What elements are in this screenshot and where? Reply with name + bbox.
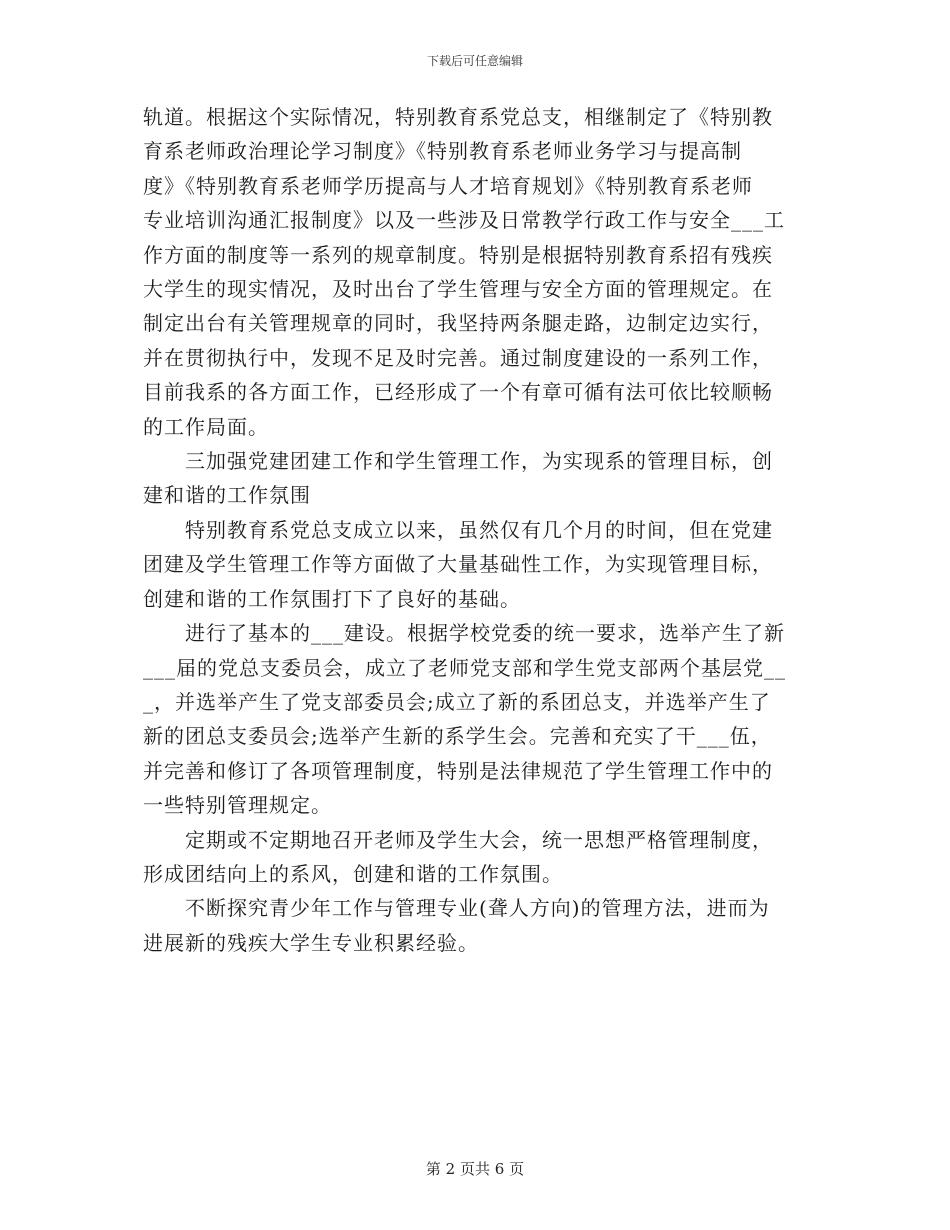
body-line: 目前我系的各方面工作，已经形成了一个有章可循有法可依比较顺畅 <box>143 380 773 405</box>
body-line: 进展新的残疾大学生专业积累经验。 <box>143 930 479 955</box>
body-line: 度》《特别教育系老师学历提高与人才培育规划》《特别教育系老师 <box>143 173 753 198</box>
body-line: 团建及学生管理工作等方面做了大量基础性工作，为实现管理目标， <box>143 552 773 577</box>
body-line: 新的团总支委员会;选举产生新的系学生会。完善和充实了干___伍， <box>143 724 772 749</box>
body-line: 建和谐的工作氛围 <box>143 483 311 508</box>
body-line: 并在贯彻执行中，发现不足及时完善。通过制度建设的一系列工作， <box>143 345 773 370</box>
body-line: 专业培训沟通汇报制度》以及一些涉及日常教学行政工作与安全___工 <box>143 208 785 233</box>
body-line: 育系老师政治理论学习制度》《特别教育系老师业务学习与提高制 <box>143 139 742 164</box>
page-number: 第 2 页共 6 页 <box>425 1160 525 1178</box>
body-line: 形成团结向上的系风，创建和谐的工作氛围。 <box>143 861 563 886</box>
body-line: 创建和谐的工作氛围打下了良好的基础。 <box>143 586 521 611</box>
body-line: 不断探究青少年工作与管理专业(聋人方向)的管理方法，进而为 <box>143 896 770 921</box>
body-line: 轨道。根据这个实际情况，特别教育系党总支，相继制定了《特别教 <box>143 105 773 129</box>
body-line: 三加强党建团建工作和学生管理工作，为实现系的管理目标，创 <box>143 449 773 474</box>
page-header-note: 下载后可任意编辑 <box>426 54 523 68</box>
body-line: 大学生的现实情况，及时出台了学生管理与安全方面的管理规定。在 <box>143 277 773 302</box>
body-line: ___届的党总支委员会，成立了老师党支部和学生党支部两个基层党__ <box>143 655 786 680</box>
body-line: 一些特别管理规定。 <box>143 793 332 818</box>
body-line: 作方面的制度等一系列的规章制度。特别是根据特别教育系招有残疾 <box>143 242 773 267</box>
body-line: _，并选举产生了党支部委员会;成立了新的系团总支，并选举产生了 <box>143 689 771 714</box>
body-line: 并完善和修订了各项管理制度，特别是法律规范了学生管理工作中的 <box>143 758 773 783</box>
body-line: 的工作局面。 <box>143 414 269 439</box>
body-line: 制定出台有关管理规章的同时，我坚持两条腿走路，边制定边实行， <box>143 311 773 336</box>
body-line: 定期或不定期地召开老师及学生大会，统一思想严格管理制度， <box>143 827 773 852</box>
body-line: 进行了基本的___建设。根据学校党委的统一要求，选举产生了新 <box>143 621 785 646</box>
body-line: 特别教育系党总支成立以来，虽然仅有几个月的时间，但在党建 <box>143 517 773 542</box>
document-body <box>143 100 807 960</box>
